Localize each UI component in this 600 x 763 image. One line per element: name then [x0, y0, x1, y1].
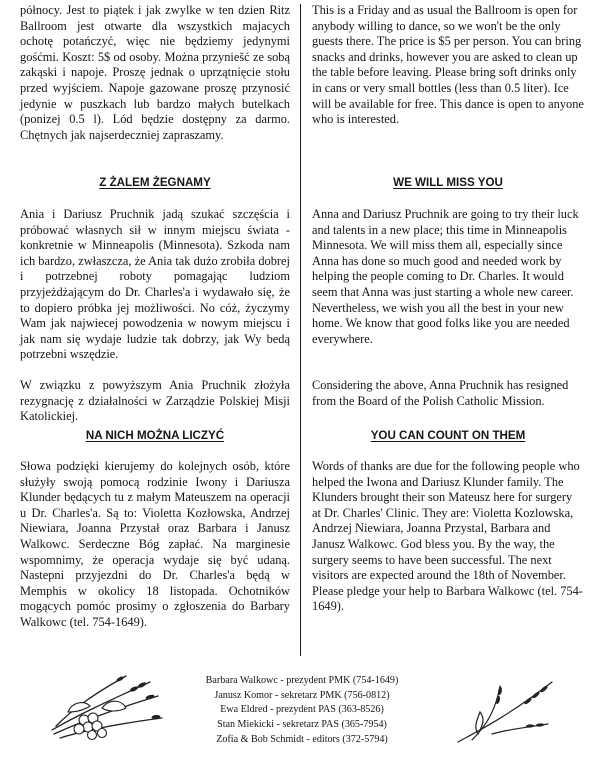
polish-farewell-paragraph: Ania i Dariusz Pruchnik jadą szukać szczęścia i próbować własnych sił w innym miejscu świata - konkretnie w Minneapolis (Minnesota). Szkoda nam ich bardzo, zwłaszcza, że Ania tak dużo zrobiła dobrej i potrzebnej roboty pomagając ludziom przyjeżdżającym do Dr. Charles'a i wydawało się, że to dopiero próbka jej możliwości. No cóż, życzymy Wam jak najwiecej powodzenia w nowym miejscu i jak nam się wydaje ludzie tak dobrzy, jak Wy bedą potrzebni wszędzie.: [20, 207, 290, 362]
wheat-sprig-icon: [452, 672, 562, 748]
column-divider: [300, 4, 301, 656]
polish-thanks-paragraph: Słowa podzięki kierujemy do kolejnych osób, które służyły swoją pomocą rodzinie Iwony i Dariusza Klunder będących tu z małym Mateuszem na operacji u Dr. Charles'a. Są to: Violetta Kozłowska, Andrzej Niewiara, Joanna Przystał oraz Barbara i Janusz Walkowc. Serdeczne Bóg zapłać. Na marginesie wspomnimy, że operacja wydaje się być udaną. Nastepni przyjezdni do Dr. Charles'a będą w Memphis w okolicy 18 listopada. Ochotników mogących pomóc prosimy o zgłoszenia do Barbary Walkowc (tel. 754-1649).: [20, 459, 290, 629]
footer-contact-line: Ewa Eldred - prezydent PAS (363-8526): [220, 704, 384, 716]
grapes-and-wheat-icon: [46, 668, 168, 744]
english-heading-farewell: WE WILL MISS YOU: [393, 176, 503, 189]
english-thanks-paragraph: Words of thanks are due for the following people who helped the Iwona and Dariusz Klunder family. The Klunders brought their son Mateusz here for surgery at Dr. Charles' Clinic. They are: Violetta Kozlowska, Andrzej Niewiara, Joanna Przystal, Barbara and Janusz Walkowc. God bless you. By the way, the surgery seems to have been successful. The next visitors are expected around the 18th of November. Please pledge your help to Barbara Walkowc (tel. 754-1649).: [312, 459, 583, 614]
polish-intro-paragraph: północy. Jest to piątek i jak zwylke w ten dzien Ritz Ballroom jest otwarte dla wszystkich majacych ochotę potańczyć, więc nie będziemy jedynymi gośćmi. Koszt: 5$ od osoby. Można przyniešć ze sobą zakąski i napoje. Proszę jednak o uprzątnięcie stołu przed wyjściem. Napoje gazowane proszę przynosić jedynie w puszkach lub bardzo małych butelkach (ponizej 0.5 l). Lód będzie dostępny za darmo. Chętnych jak najserdeczniej zapraszamy.: [20, 3, 290, 142]
contact-footer: [152, 674, 452, 748]
english-farewell-paragraph: Anna and Dariusz Pruchnik are going to try their luck and talents in a new place; this time in Minneapolis Minnesota. We will miss them all, especially since Anna has done so much good and needed work by helping the people coming to Dr. Charles. It would seem that Anna was just starting a whole new career. Nevertheless, we wish you all the best in your new home. We know that good folks like you are needed everywhere.: [312, 207, 579, 346]
footer-contact-line: Stan Miekicki - sekretarz PAS (365-7954): [217, 719, 387, 731]
polish-heading-farewell: Z ŻALEM ŻEGNAMY: [99, 176, 211, 189]
english-intro-paragraph: This is a Friday and as usual the Ballroom is open for anybody willing to dance, so we won't be the only guests there. The price is $5 per person. You can bring snacks and drinks, however you are asked to clean up the table before leaving. Please bring soft drinks only in cans or very small bottles (less than 0.5 liter). Ice will be available for free. This dance is open to anyone who is interested.: [312, 3, 584, 127]
english-heading-thanks: YOU CAN COUNT ON THEM: [370, 429, 526, 442]
english-resignation-paragraph: Considering the above, Anna Pruchnik has resigned from the Board of the Polish Catholic Mission.: [312, 378, 569, 408]
footer-contact-line: Janusz Komor - sekretarz PMK (756-0812): [214, 689, 390, 701]
footer-contact-line: Zofia & Bob Schmidt - editors (372-5794): [216, 733, 388, 745]
polish-heading-thanks: NA NICH MOŻNA LICZYĆ: [85, 429, 225, 442]
polish-resignation-paragraph: W związku z powyższym Ania Pruchnik złożyła rezygnację z działalności w Zarządzie Polskiej Misji Katolickiej.: [20, 378, 290, 424]
footer-contact-line: Barbara Walkowc - prezydent PMK (754-1649): [205, 675, 399, 686]
